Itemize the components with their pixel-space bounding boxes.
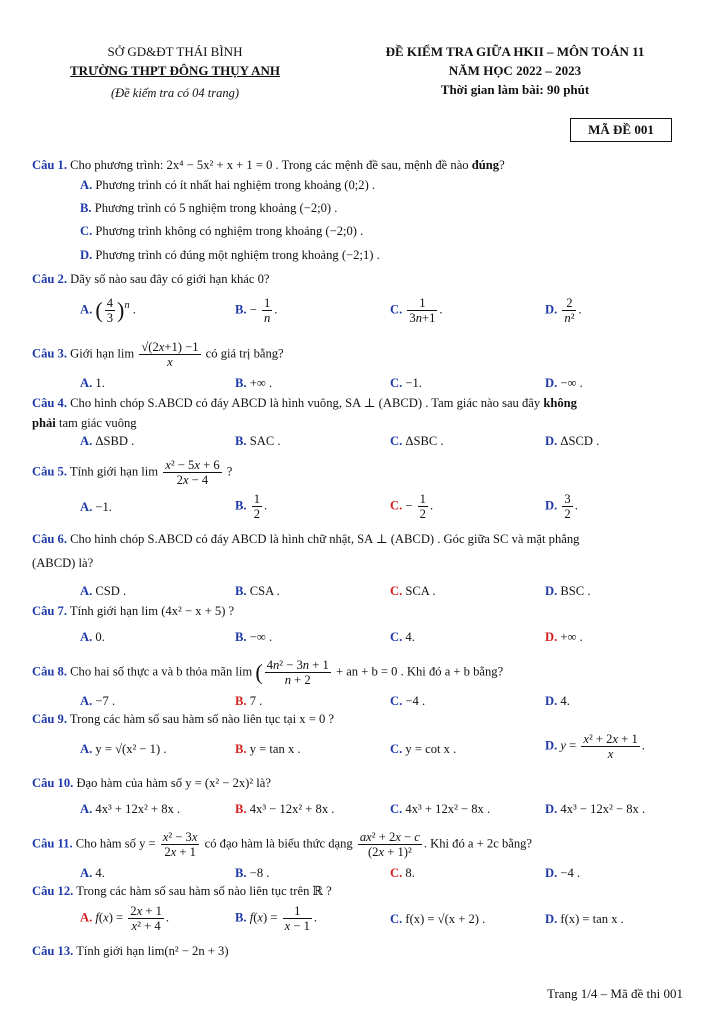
option-b[interactable]: B. 4x³ − 12x² + 8x . bbox=[235, 802, 335, 816]
option-c[interactable]: C. y = cot x . bbox=[390, 742, 457, 756]
option-a[interactable]: A. ( $\frac{4}{3}$ )$^n$ . bbox=[80, 296, 136, 325]
option-b[interactable]: B. +∞ . bbox=[235, 376, 273, 390]
option-d[interactable]: D. Phương trình có đúng một nghiệm trong khoảng (−2;1) . bbox=[80, 248, 380, 262]
question-emphasis: đúng bbox=[471, 158, 500, 172]
question-7: Câu 7. Tính giới hạn lim (4x² − x + 5) ? bbox=[32, 604, 235, 618]
option-a[interactable]: A. f(x) = $\frac{2x + 1}{\text{x² + 4}}$ . bbox=[80, 904, 170, 933]
option-b[interactable]: B. y = tan x . bbox=[235, 742, 301, 756]
header-left bbox=[40, 42, 310, 103]
option-d[interactable]: D. f(x) = tan x . bbox=[545, 912, 624, 926]
question-8: Câu 8. Cho hai số thực a và b thỏa mãn lim ( $\frac{\text{4n² − 3n + 1}}{n + 2}$ + an + b = 0 . Khi đó a + b bằng? bbox=[32, 658, 504, 687]
option-a[interactable]: A. −1. bbox=[80, 500, 112, 514]
option-c[interactable]: C. 4x³ + 12x² − 8x . bbox=[390, 802, 491, 816]
option-a[interactable]: A. 0. bbox=[80, 630, 105, 644]
question-text: Cho phương trình: 2x⁴ − 5x² + x + 1 = 0 . Trong các mệnh đề sau, mệnh đề nào bbox=[70, 158, 472, 172]
exam-title: ĐỀ KIỂM TRA GIỮA HKII – MÔN TOÁN 11 bbox=[385, 44, 645, 59]
option-c[interactable]: C. −4 . bbox=[390, 694, 426, 708]
option-c[interactable]: C. 8. bbox=[390, 866, 415, 880]
pages-note: (Đề kiểm tra có 04 trang) bbox=[110, 86, 240, 100]
question-9: Câu 9. Trong các hàm số sau hàm số nào liên tục tại x = 0 ? bbox=[32, 712, 334, 726]
option-d[interactable]: D. −∞ . bbox=[545, 376, 583, 390]
option-d[interactable]: D. +∞ . bbox=[545, 630, 583, 644]
option-d[interactable]: D. $\frac{2}{\text{n²}}$ . bbox=[545, 296, 582, 325]
option-d[interactable]: D. $\frac{3}{2}$ . bbox=[545, 492, 578, 521]
page-footer: Trang 1/4 – Mã đề thi 001 bbox=[546, 986, 683, 1001]
option-a[interactable]: A. Phương trình có ít nhất hai nghiệm trong khoảng (0;2) . bbox=[80, 178, 376, 192]
option-a[interactable]: A. 4x³ + 12x² + 8x . bbox=[80, 802, 181, 816]
option-a[interactable]: A. y = √(x² − 1) . bbox=[80, 742, 167, 756]
question-12: Câu 12. Trong các hàm số sau hàm số nào liên tục trên ℝ ? bbox=[32, 884, 332, 898]
option-c[interactable]: C. 4. bbox=[390, 630, 415, 644]
option-d[interactable]: D. 4. bbox=[545, 694, 570, 708]
option-b[interactable]: B. −8 . bbox=[235, 866, 270, 880]
question-2: Câu 2. Dãy số nào sau đây có giới hạn khác 0? bbox=[32, 272, 270, 286]
option-c[interactable]: C. ΔSBC . bbox=[390, 434, 444, 448]
department-name: SỞ GD&ĐT THÁI BÌNH bbox=[107, 44, 243, 59]
option-d[interactable]: D. BSC . bbox=[545, 584, 591, 598]
option-b[interactable]: B. CSA . bbox=[235, 584, 280, 598]
option-d[interactable]: D. 4x³ − 12x² − 8x . bbox=[545, 802, 646, 816]
option-a[interactable]: A. 1. bbox=[80, 376, 105, 390]
option-b[interactable]: B. − $\frac{1}{n}$ . bbox=[235, 296, 278, 325]
option-c[interactable]: C. Phương trình không có nghiệm trong khoảng (−2;0) . bbox=[80, 224, 364, 238]
option-c[interactable]: C. − $\frac{1}{2}$ . bbox=[390, 492, 434, 521]
duration: Thời gian làm bài: 90 phút bbox=[440, 82, 590, 97]
option-c[interactable]: C. $\frac{1}{3n+1}$ . bbox=[390, 296, 443, 325]
option-b[interactable]: B. Phương trình có 5 nghiệm trong khoảng (−2;0) . bbox=[80, 201, 338, 215]
option-a[interactable]: A. −7 . bbox=[80, 694, 116, 708]
question-text-end: ? bbox=[499, 158, 505, 172]
question-13: Câu 13. Tính giới hạn lim(n² − 2n + 3) bbox=[32, 944, 229, 958]
option-a[interactable]: A. CSD . bbox=[80, 584, 127, 598]
question-6: Câu 6. Cho hình chóp S.ABCD có đáy ABCD là hình chữ nhật, SA ⊥ (ABCD) . Góc giữa SC và mặt phẳng bbox=[32, 532, 580, 546]
option-b[interactable]: B. SAC . bbox=[235, 434, 281, 448]
option-b[interactable]: B. −∞ . bbox=[235, 630, 273, 644]
option-c[interactable]: C. −1. bbox=[390, 376, 422, 390]
question-11: Câu 11. Cho hàm số y = $\frac{\text{x² − 3x}}{2x + 1}$ có đạo hàm là biểu thức dạng $\frac{\text{ax² + 2x − c}}{\text{(2x + 1)²}}$ . Khi đó a + 2c bằng? bbox=[32, 830, 533, 859]
exam-code-box: MÃ ĐỀ 001 bbox=[570, 118, 672, 142]
question-5: Câu 5. Tính giới hạn lim $\frac{\text{x² − 5x + 6}}{2x - 4}$ ? bbox=[32, 458, 233, 487]
option-a[interactable]: A. ΔSBD . bbox=[80, 434, 135, 448]
option-b[interactable]: B. f(x) = $\frac{1}{x - 1}$ . bbox=[235, 904, 318, 933]
question-10: Câu 10. Đạo hàm của hàm số y = (x² − 2x)² là? bbox=[32, 776, 271, 790]
header-right bbox=[340, 42, 690, 99]
question-4: Câu 4. Cho hình chóp S.ABCD có đáy ABCD là hình vuông, SA ⊥ (ABCD) . Tam giác nào sau đây không bbox=[32, 396, 577, 410]
question-label: Câu 1. bbox=[32, 158, 67, 172]
option-c[interactable]: C. SCA . bbox=[390, 584, 436, 598]
option-d[interactable]: D. y = $\frac{\text{x² + 2x + 1}}{x}$ . bbox=[545, 732, 645, 761]
option-a[interactable]: A. 4. bbox=[80, 866, 105, 880]
question-4-line2: phải tam giác vuông bbox=[32, 416, 137, 430]
question-3: Câu 3. Giới hạn lim $\frac{√(2x+1) -1}{x}$ có giá trị bằng? bbox=[32, 340, 284, 369]
option-d[interactable]: D. −4 . bbox=[545, 866, 581, 880]
school-name: TRƯỜNG THPT ĐÔNG THỤY ANH bbox=[70, 63, 280, 78]
question-1 bbox=[32, 156, 692, 174]
option-b[interactable]: B. $\frac{1}{2}$ . bbox=[235, 492, 268, 521]
option-d[interactable]: D. ΔSCD . bbox=[545, 434, 600, 448]
option-b[interactable]: B. 7 . bbox=[235, 694, 263, 708]
school-year: NĂM HỌC 2022 – 2023 bbox=[448, 63, 582, 78]
option-c[interactable]: C. f(x) = √(x + 2) . bbox=[390, 912, 486, 926]
question-6-line2: (ABCD) là? bbox=[32, 556, 94, 570]
